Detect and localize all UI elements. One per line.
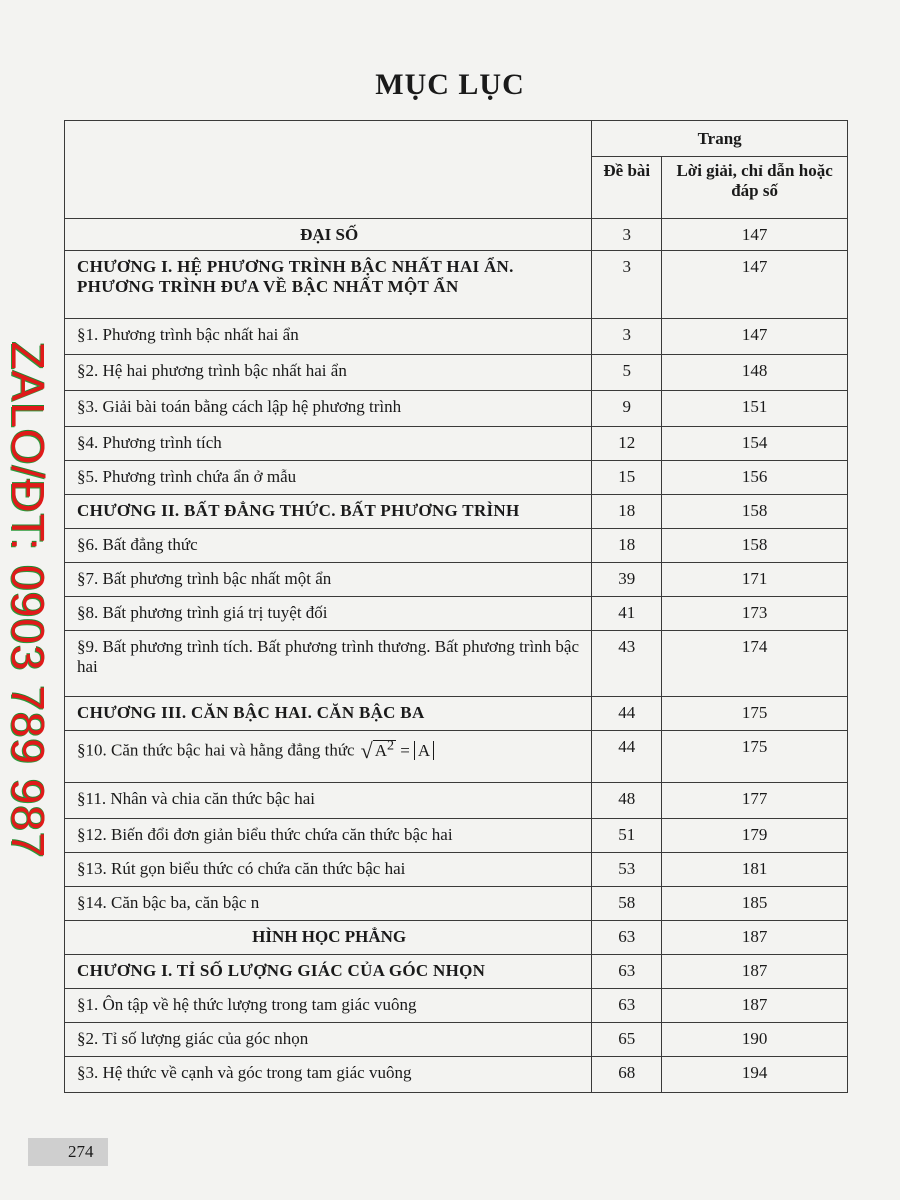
toc-loi-giai-page: 187 xyxy=(662,989,848,1023)
toc-entry-title: §4. Phương trình tích xyxy=(65,427,592,461)
toc-entry-title: §3. Hệ thức về cạnh và góc trong tam giác vuông xyxy=(65,1057,592,1093)
toc-loi-giai-page: 177 xyxy=(662,783,848,819)
toc-loi-giai-page: 185 xyxy=(662,887,848,921)
toc-de-bai-page: 58 xyxy=(592,887,662,921)
toc-de-bai-page: 63 xyxy=(592,921,662,955)
toc-loi-giai-page: 171 xyxy=(662,563,848,597)
toc-entry-title: §11. Nhân và chia căn thức bậc hai xyxy=(65,783,592,819)
toc-entry-title: §8. Bất phương trình giá trị tuyệt đối xyxy=(65,597,592,631)
toc-item-row xyxy=(65,887,848,921)
toc-loi-giai-page: 154 xyxy=(662,427,848,461)
toc-loi-giai-page: 175 xyxy=(662,731,848,783)
toc-loi-giai-page: 194 xyxy=(662,1057,848,1093)
header-blank-cell xyxy=(65,121,592,219)
toc-body xyxy=(65,219,848,1093)
toc-chapter-row xyxy=(65,495,848,529)
toc-loi-giai-page: 147 xyxy=(662,219,848,251)
toc-item-row xyxy=(65,597,848,631)
formula-abs: A xyxy=(414,741,434,760)
toc-entry-title: §14. Căn bậc ba, căn bậc n xyxy=(65,887,592,921)
formula-exponent: 2 xyxy=(386,737,395,753)
toc-item-row xyxy=(65,355,848,391)
toc-de-bai-page: 18 xyxy=(592,529,662,563)
toc-item-row xyxy=(65,853,848,887)
toc-loi-giai-page: 158 xyxy=(662,529,848,563)
toc-entry-title: §12. Biến đổi đơn giản biểu thức chứa căn thức bậc hai xyxy=(65,819,592,853)
toc-loi-giai-page: 151 xyxy=(662,391,848,427)
toc-item-row xyxy=(65,529,848,563)
toc-loi-giai-page: 147 xyxy=(662,251,848,319)
header-de-bai: Đề bài xyxy=(592,157,662,219)
toc-item-row xyxy=(65,319,848,355)
toc-section-row xyxy=(65,921,848,955)
header-trang: Trang xyxy=(592,121,848,157)
toc-loi-giai-page: 179 xyxy=(662,819,848,853)
toc-entry-title: §13. Rút gọn biểu thức có chứa căn thức bậc hai xyxy=(65,853,592,887)
toc-de-bai-page: 44 xyxy=(592,697,662,731)
toc-loi-giai-page: 190 xyxy=(662,1023,848,1057)
toc-item-row xyxy=(65,1057,848,1093)
toc-loi-giai-page: 187 xyxy=(662,955,848,989)
toc-de-bai-page: 43 xyxy=(592,631,662,697)
toc-de-bai-page: 9 xyxy=(592,391,662,427)
toc-de-bai-page: 68 xyxy=(592,1057,662,1093)
toc-de-bai-page: 18 xyxy=(592,495,662,529)
toc-item-row xyxy=(65,461,848,495)
toc-item-row xyxy=(65,819,848,853)
toc-de-bai-page: 39 xyxy=(592,563,662,597)
toc-entry-title: ĐẠI SỐ xyxy=(65,219,592,251)
toc-entry-title: §1. Ôn tập về hệ thức lượng trong tam giác vuông xyxy=(65,989,592,1023)
page-number-box xyxy=(28,1138,108,1166)
toc-entry-title xyxy=(65,731,592,783)
toc-item-row xyxy=(65,391,848,427)
toc-item-row xyxy=(65,1023,848,1057)
toc-chapter-row xyxy=(65,955,848,989)
toc-loi-giai-page: 156 xyxy=(662,461,848,495)
toc-chapter-row xyxy=(65,697,848,731)
toc-item-row xyxy=(65,783,848,819)
toc-de-bai-page: 41 xyxy=(592,597,662,631)
toc-de-bai-page: 5 xyxy=(592,355,662,391)
toc-entry-title: §3. Giải bài toán bằng cách lập hệ phương trình xyxy=(65,391,592,427)
toc-chapter-row xyxy=(65,251,848,319)
toc-section-row xyxy=(65,219,848,251)
watermark-phone xyxy=(0,310,60,890)
toc-entry-title: §5. Phương trình chứa ẩn ở mẫu xyxy=(65,461,592,495)
toc-de-bai-page: 53 xyxy=(592,853,662,887)
toc-loi-giai-page: 187 xyxy=(662,921,848,955)
toc-de-bai-page: 65 xyxy=(592,1023,662,1057)
toc-entry-title: §2. Hệ hai phương trình bậc nhất hai ẩn xyxy=(65,355,592,391)
toc-loi-giai-page: 147 xyxy=(662,319,848,355)
toc-de-bai-page: 51 xyxy=(592,819,662,853)
toc-loi-giai-page: 181 xyxy=(662,853,848,887)
toc-de-bai-page: 12 xyxy=(592,427,662,461)
toc-de-bai-page: 3 xyxy=(592,319,662,355)
formula-equals: = xyxy=(400,740,410,760)
header-loi-giai: Lời giải, chỉ dẫn hoặc đáp số xyxy=(662,157,848,219)
toc-de-bai-page: 3 xyxy=(592,251,662,319)
toc-loi-giai-page: 148 xyxy=(662,355,848,391)
toc-loi-giai-page: 174 xyxy=(662,631,848,697)
toc-item-row xyxy=(65,631,848,697)
toc-de-bai-page: 44 xyxy=(592,731,662,783)
toc-entry-title: §2. Tỉ số lượng giác của góc nhọn xyxy=(65,1023,592,1057)
toc-entry-title: §9. Bất phương trình tích. Bất phương trình thương. Bất phương trình bậc hai xyxy=(65,631,592,697)
toc-entry-title: CHƯƠNG II. BẤT ĐẲNG THỨC. BẤT PHƯƠNG TRÌNH xyxy=(65,495,592,529)
toc-de-bai-page: 3 xyxy=(592,219,662,251)
toc-entry-title: §1. Phương trình bậc nhất hai ẩn xyxy=(65,319,592,355)
toc-entry-title: CHƯƠNG III. CĂN BẬC HAI. CĂN BẬC BA xyxy=(65,697,592,731)
toc-entry-title: CHƯƠNG I. HỆ PHƯƠNG TRÌNH BẬC NHẤT HAI ẨN. PHƯƠNG TRÌNH ĐƯA VỀ BẬC NHẤT MỘT ẨN xyxy=(65,251,592,319)
toc-entry-title: §6. Bất đẳng thức xyxy=(65,529,592,563)
toc-item-row xyxy=(65,989,848,1023)
toc-entry-text: §10. Căn thức bậc hai và hằng đẳng thức xyxy=(77,740,355,760)
toc-entry-title: CHƯƠNG I. TỈ SỐ LƯỢNG GIÁC CỦA GÓC NHỌN xyxy=(65,955,592,989)
formula-radicand: A xyxy=(374,740,387,760)
toc-loi-giai-page: 173 xyxy=(662,597,848,631)
toc-loi-giai-page: 158 xyxy=(662,495,848,529)
toc-de-bai-page: 63 xyxy=(592,955,662,989)
toc-de-bai-page: 15 xyxy=(592,461,662,495)
page-number: 274 xyxy=(68,1142,94,1161)
toc-de-bai-page: 63 xyxy=(592,989,662,1023)
toc-item-row xyxy=(65,563,848,597)
toc-entry-title: HÌNH HỌC PHẲNG xyxy=(65,921,592,955)
toc-loi-giai-page: 175 xyxy=(662,697,848,731)
sqrt-formula: √ $A^2 = A$ xyxy=(361,741,435,760)
toc-table xyxy=(64,120,848,1093)
page-title: MỤC LỤC xyxy=(375,68,525,101)
toc-item-row xyxy=(65,731,848,783)
toc-de-bai-page: 48 xyxy=(592,783,662,819)
watermark-text: ZALO/ĐT: 0903 789 987 xyxy=(2,341,54,859)
toc-item-row xyxy=(65,427,848,461)
toc-entry-title: §7. Bất phương trình bậc nhất một ẩn xyxy=(65,563,592,597)
